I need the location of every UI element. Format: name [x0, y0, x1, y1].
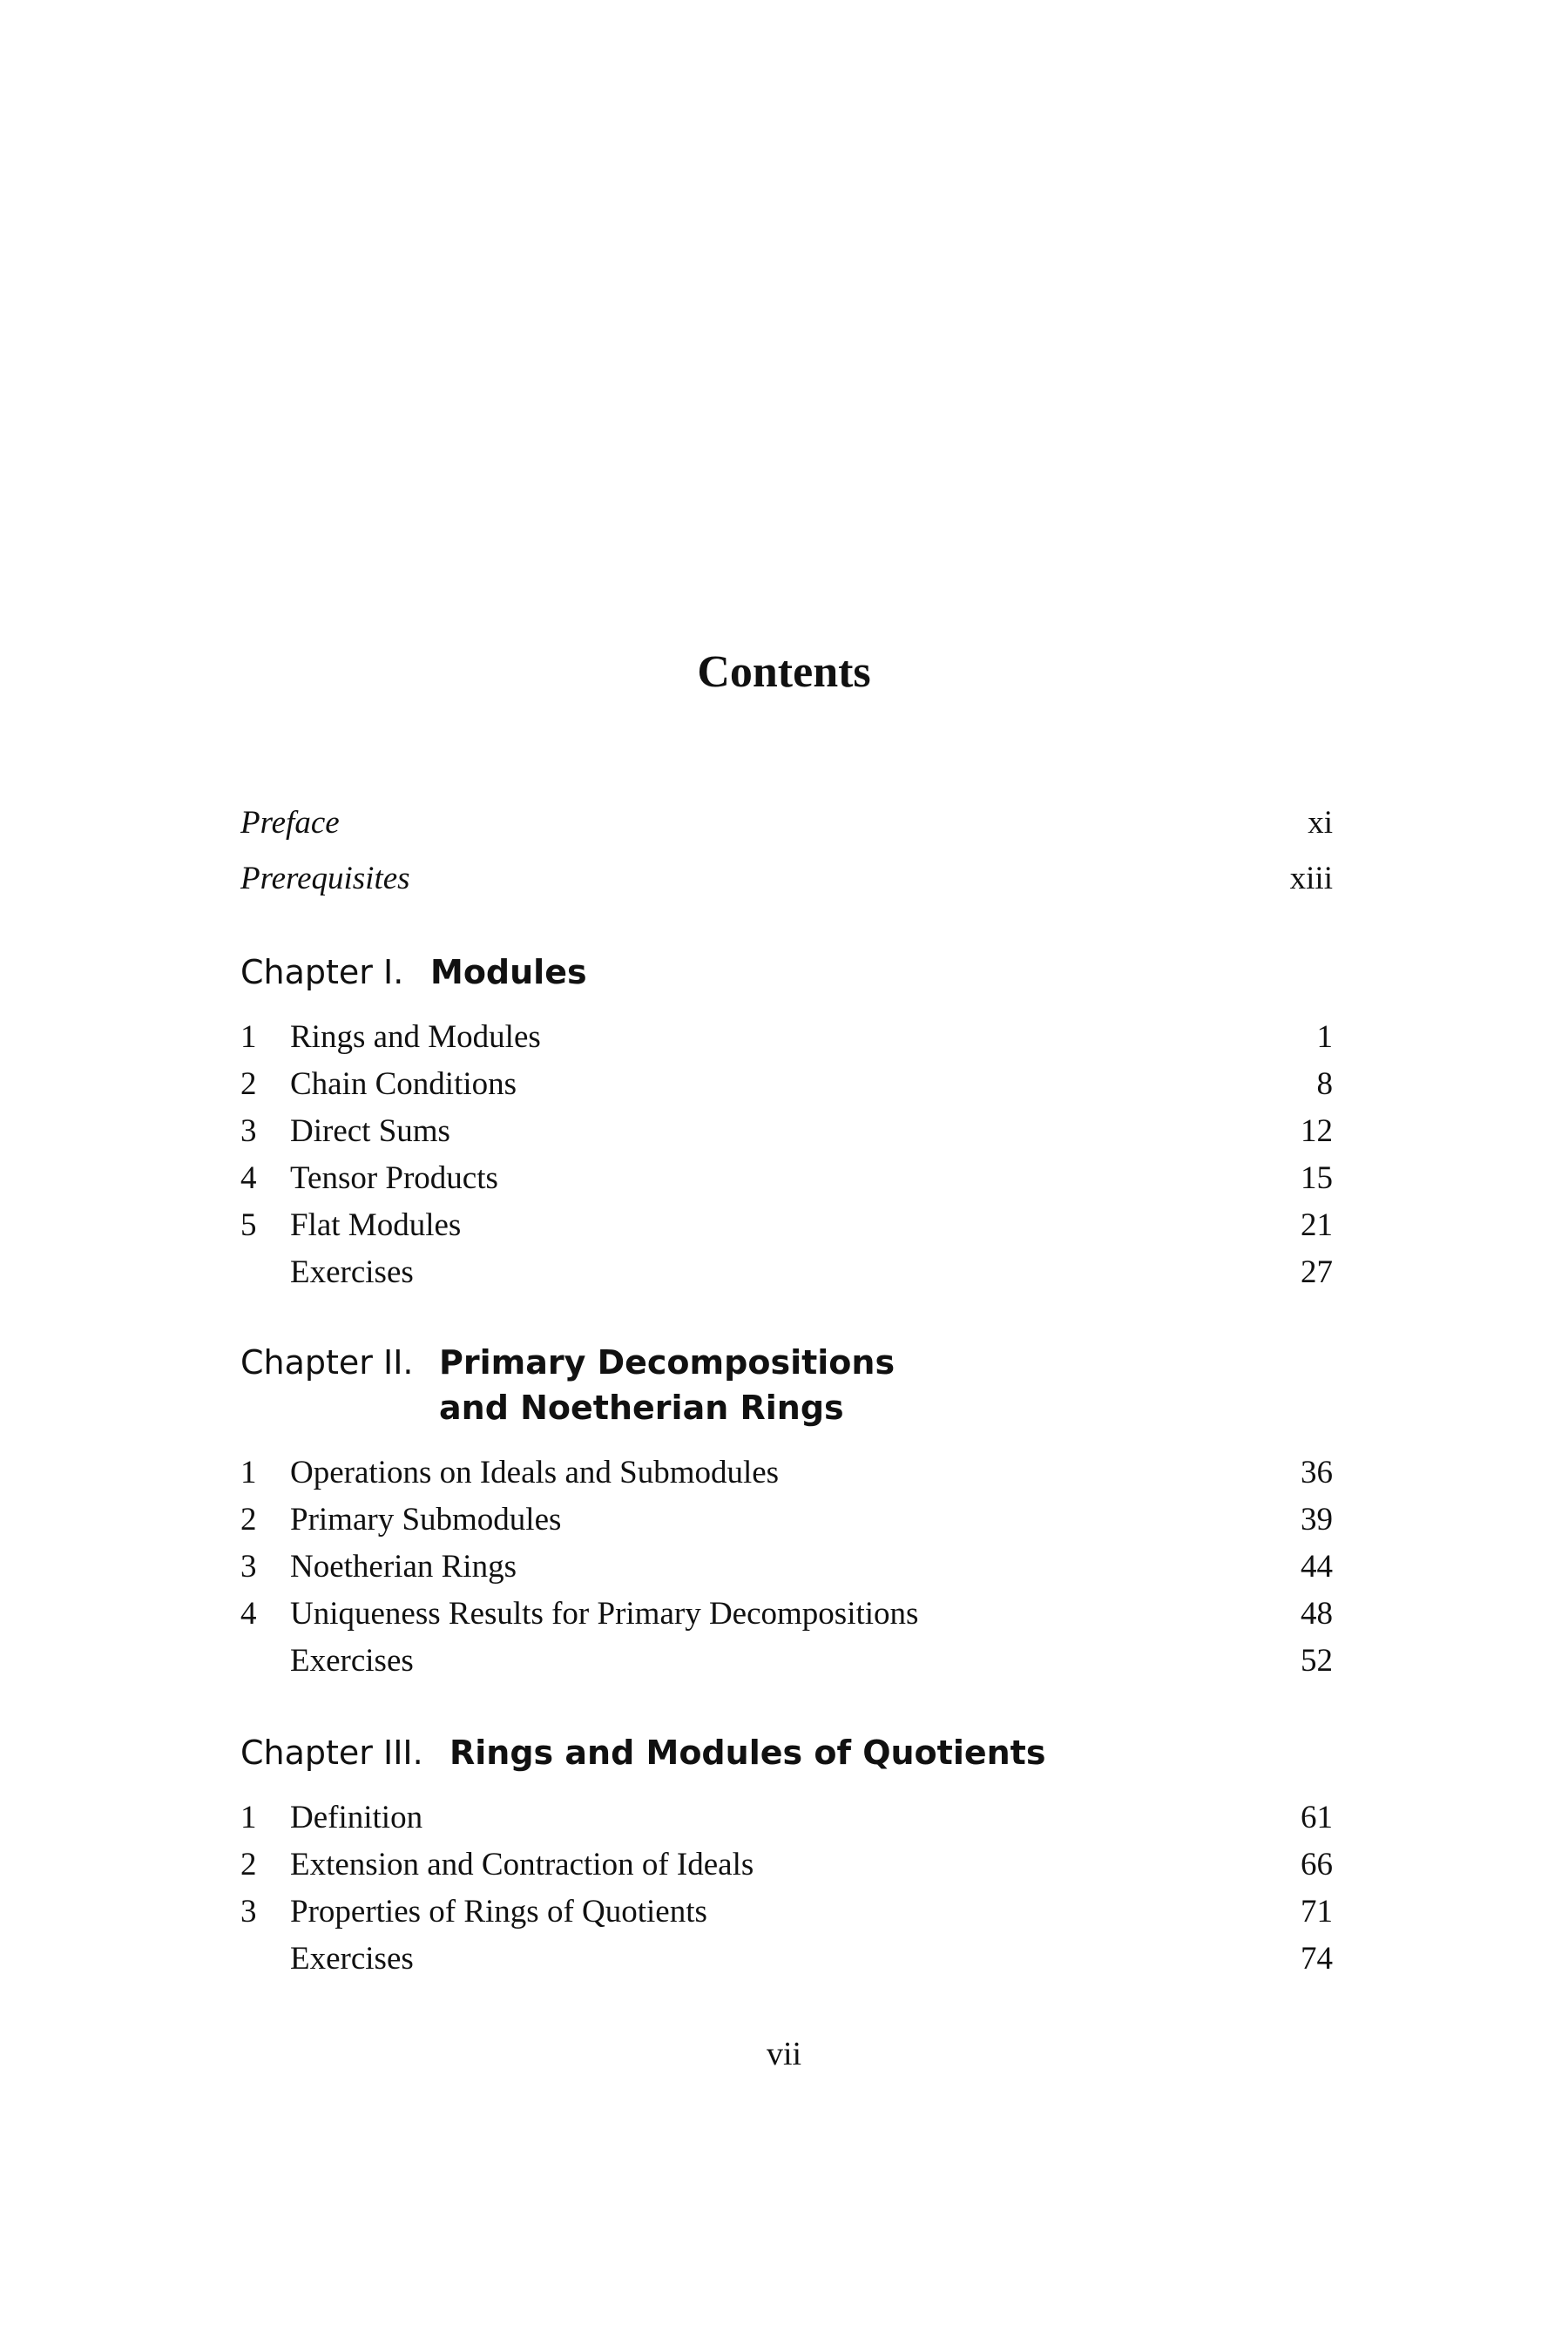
entry-page: 36 — [1301, 1455, 1333, 1490]
toc-entry[interactable] — [240, 1937, 1333, 1981]
entry-page: 21 — [1301, 1207, 1333, 1243]
entry-page: xiii — [1289, 861, 1333, 896]
toc-entry[interactable] — [240, 1016, 1333, 1059]
entry-title: Chain Conditions — [290, 1066, 517, 1102]
toc-entry-prerequisites[interactable] — [240, 857, 1333, 901]
toc-entry[interactable] — [240, 1639, 1333, 1683]
section-number: 4 — [240, 1160, 257, 1196]
chapter-heading-2 — [240, 1340, 1333, 1430]
section-number: 2 — [240, 1066, 257, 1102]
toc-entry[interactable] — [240, 1204, 1333, 1247]
section-number: 3 — [240, 1549, 257, 1585]
section-number: 3 — [240, 1113, 257, 1149]
page-title: Contents — [697, 647, 871, 697]
toc-entry[interactable] — [240, 1157, 1333, 1200]
toc-entry[interactable] — [240, 1498, 1333, 1542]
section-number: 2 — [240, 1502, 257, 1538]
toc-entry[interactable] — [240, 1451, 1333, 1495]
entry-page: 71 — [1301, 1894, 1333, 1930]
entry-title: Direct Sums — [290, 1113, 450, 1149]
section-number: 1 — [240, 1455, 257, 1490]
entry-title: Flat Modules — [290, 1207, 462, 1243]
chapter-label: Chapter I. — [240, 953, 404, 991]
entry-title: Preface — [240, 805, 340, 841]
entry-title: Exercises — [290, 1643, 414, 1679]
entry-page: 8 — [1316, 1066, 1333, 1102]
entry-page: 12 — [1301, 1113, 1333, 1149]
entry-page: 27 — [1301, 1254, 1333, 1290]
toc-entry[interactable] — [240, 1110, 1333, 1153]
entry-page: 48 — [1301, 1596, 1333, 1632]
toc-entry[interactable] — [240, 1843, 1333, 1887]
entry-title: Tensor Products — [290, 1160, 498, 1196]
entry-page: 74 — [1301, 1941, 1333, 1977]
toc-entry-preface[interactable] — [240, 801, 1333, 845]
toc-entry[interactable] — [240, 1251, 1333, 1294]
entry-page: 15 — [1301, 1160, 1333, 1196]
entry-page: 66 — [1301, 1847, 1333, 1882]
entry-title: Exercises — [290, 1941, 414, 1977]
chapter-label: Chapter II. — [240, 1343, 414, 1382]
chapter-title-continued: and Noetherian Rings — [439, 1389, 844, 1427]
toc-entry[interactable] — [240, 1796, 1333, 1840]
entry-title: Noetherian Rings — [290, 1549, 517, 1585]
entry-title: Primary Submodules — [290, 1502, 562, 1538]
entry-page: 44 — [1301, 1549, 1333, 1585]
chapter-title: Modules — [430, 953, 587, 991]
section-number: 4 — [240, 1596, 257, 1632]
entry-title: Definition — [290, 1800, 423, 1835]
section-number: 2 — [240, 1847, 257, 1882]
entry-title: Operations on Ideals and Submodules — [290, 1455, 780, 1490]
chapter-title: Primary Decompositions — [439, 1343, 896, 1382]
entry-page: 39 — [1301, 1502, 1333, 1538]
entry-title: Prerequisites — [240, 861, 410, 896]
entry-page: xi — [1308, 805, 1333, 841]
section-number: 3 — [240, 1894, 257, 1930]
chapter-label: Chapter III. — [240, 1734, 423, 1772]
section-number: 5 — [240, 1207, 257, 1243]
chapter-title: Rings and Modules of Quotients — [449, 1734, 1046, 1772]
entry-title: Exercises — [290, 1254, 414, 1290]
page-number: vii — [766, 2036, 802, 2072]
toc-entry[interactable] — [240, 1592, 1333, 1636]
toc-entry[interactable] — [240, 1545, 1333, 1589]
entry-page: 52 — [1301, 1643, 1333, 1679]
entry-title: Uniqueness Results for Primary Decompositions — [290, 1596, 919, 1632]
toc-entry[interactable] — [240, 1063, 1333, 1106]
entry-title: Properties of Rings of Quotients — [290, 1894, 707, 1930]
entry-title: Rings and Modules — [290, 1019, 541, 1055]
entry-page: 1 — [1316, 1019, 1333, 1055]
toc-entry[interactable] — [240, 1890, 1333, 1934]
section-number: 1 — [240, 1800, 257, 1835]
section-number: 1 — [240, 1019, 257, 1055]
entry-page: 61 — [1301, 1800, 1333, 1835]
entry-title: Extension and Contraction of Ideals — [290, 1847, 754, 1882]
